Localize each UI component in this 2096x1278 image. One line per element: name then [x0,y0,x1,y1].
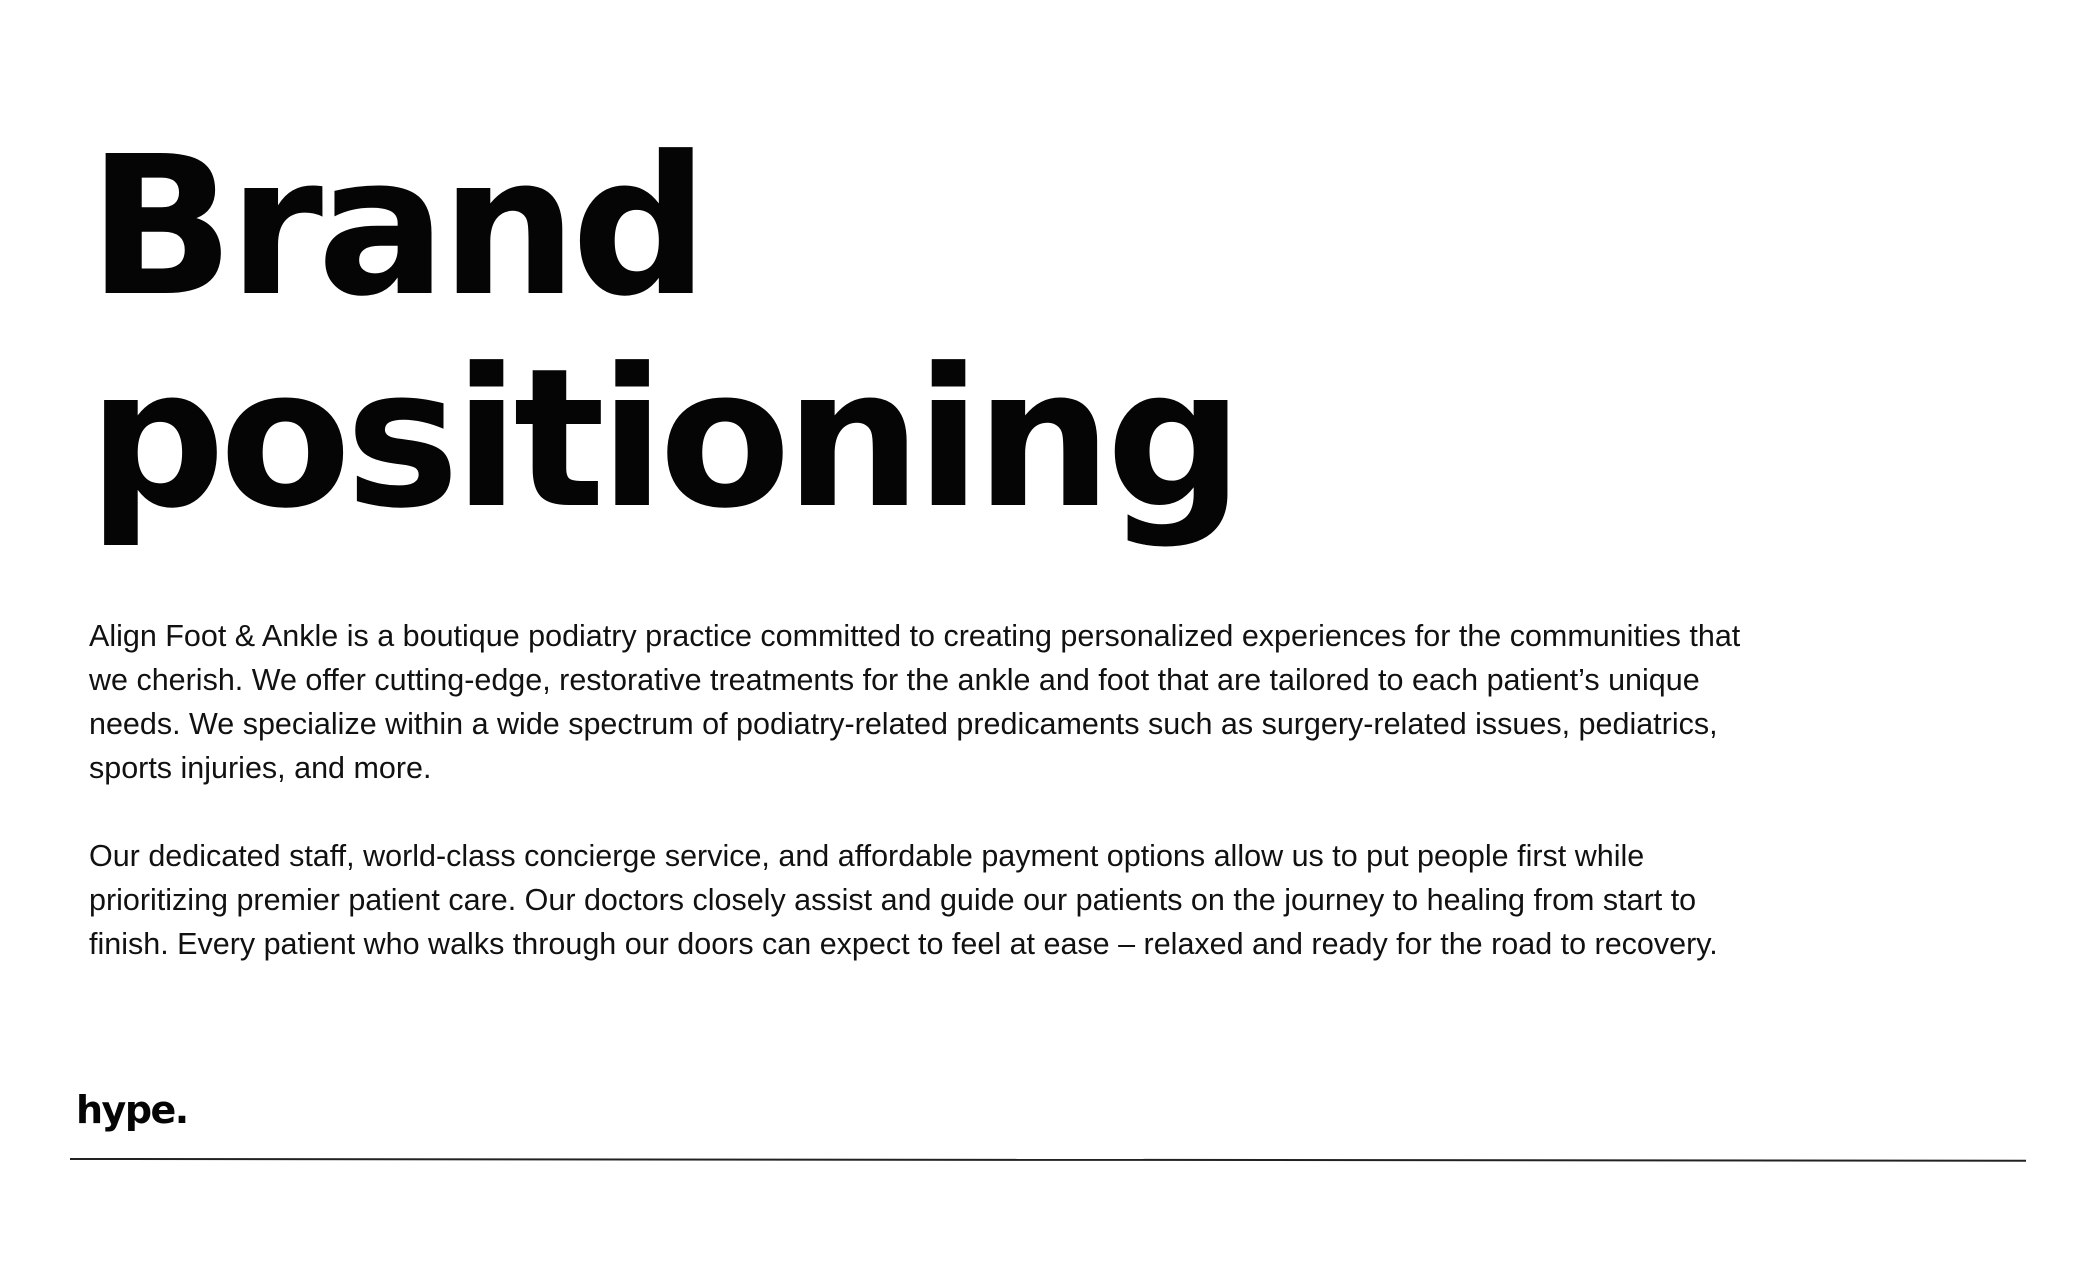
footer-divider [70,1158,2026,1162]
title-line-1: Brand [88,116,703,339]
hype-logo: hype. [76,1088,188,1132]
page-title [88,116,1238,551]
body-copy [89,614,1779,1010]
title-line-2: positioning [88,328,1238,551]
paragraph-staff: Our dedicated staff, world-class concierge service, and affordable payment options allow us to put people first while prioritizing premier patient care. Our doctors closely assist and guide our patients on the journey to healing from start to finish. Every patient who walks through our doors can expect to feel at ease – relaxed and ready for the road to recovery. [89,839,1718,961]
paragraph-intro: Align Foot & Ankle is a boutique podiatry practice committed to creating personalized experiences for the communities that we cherish. We offer cutting-edge, restorative treatments for the ankle and foot that are tailored to each patient’s unique needs. We specialize within a wide spectrum of podiatry-related predicaments such as surgery-related issues, pediatrics, sports injuries, and more. [89,619,1741,785]
